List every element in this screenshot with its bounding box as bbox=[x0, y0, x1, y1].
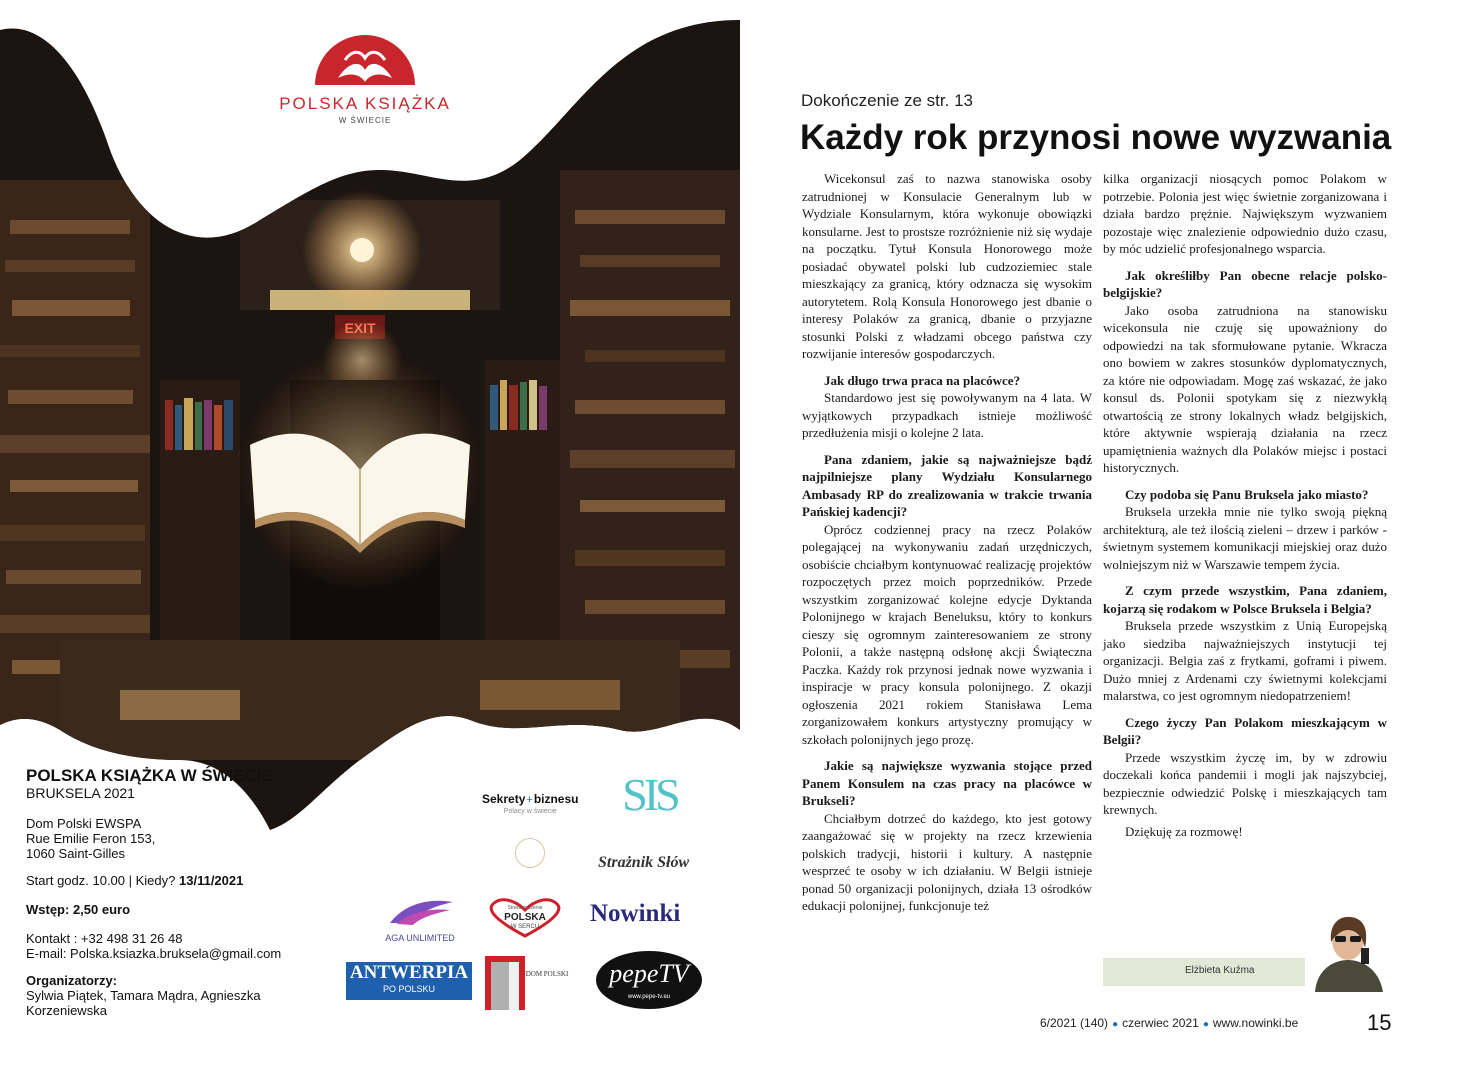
sponsor-polska-w-sercu bbox=[482, 898, 567, 943]
sponsor-sekrety-tagline: Polacy w świecie bbox=[503, 808, 557, 815]
event-venue: Dom Polski EWSPA bbox=[26, 816, 142, 831]
interview-answer: Oprócz codziennej pracy na rzecz Polaków polegającej na wykonywaniu zadań urzędniczych, osobiście chciałbym kontynuować realizację projektów rozpoczętych przez moich poprzedników. Przede wszystkim zorganizować kolejne edycje Dyktanda Polonijnego w krajach Beneluksu, który to konkurs cieszy się ogromnym zainteresowaniem ze strony Polonii, a także następną odsłonę akcji Świąteczna Paczka. Każdy rok przynosi jednak nowe wyzwania i inspiracje w pracy konsula polonijnego. Z okazji ogłoszenia 2021 rokiem Stanisława Lema zorganizowałem konkurs artystyczny promujący w szkołach polonijnych jego prozę. bbox=[802, 521, 1092, 747]
event-email: E-mail: Polska.ksiazka.bruksela@gmail.com bbox=[26, 946, 282, 961]
heart-icon bbox=[485, 898, 565, 938]
sponsor-nowinki: Nowinki bbox=[590, 900, 681, 927]
event-start-time: Start godz. 10.00 | Kiedy? bbox=[26, 873, 176, 888]
sponsor-polska-sercu-sub: W SERCU bbox=[510, 924, 539, 930]
paragraph-continuation: kilka organizacji niosących pomoc Polakom w potrzebie. Polonia jest więc świetnie zorganizowana i działa bardzo prężnie. Największym wyzwaniem pozostaje więc znalezienie odpowiednio dużo czasu, by móc udzielić profesjonalnego wsparcia. bbox=[1103, 171, 1387, 256]
sponsor-aga-text: AGA UNLIMITED bbox=[385, 933, 455, 943]
sponsor-pepe-tv bbox=[596, 951, 702, 1009]
page-footer bbox=[1040, 1016, 1298, 1030]
interview-answer: Przede wszystkim życzę im, by w zdrowiu doczekali końca pandemii i mogli jak najszybciej, bezpiecznie odwiedzić Polskę i mieszkających tam krewnych. bbox=[1103, 749, 1387, 817]
interview-answer: Bruksela przede wszystkim z Unią Europejską jako siedziba najważniejszych instytucji tej organizacji. Belgia zaś z frytkami, goframi i piwem. Dużo mniej z Ardenami czy świetnymi kolekcjami malarstwa, co jest ogromnym niedopatrzeniem! bbox=[1103, 618, 1387, 703]
interview-question: Jak określiłby Pan obecne relacje polsko-belgijskie? bbox=[1103, 267, 1387, 300]
logo-title: POLSKA KSIĄŻKA bbox=[279, 94, 451, 113]
organizers-label: Organizatorzy: bbox=[26, 973, 118, 988]
plus-icon: + bbox=[526, 794, 533, 806]
sponsor-antwerpia bbox=[346, 962, 472, 1000]
article-column-1 bbox=[802, 170, 1092, 924]
paragraph: Wicekonsul zaś to nazwa stanowiska osoby zatrudnionej w Konsulacie Generalnym lub w Wydziale Konsularnym, która wykonuje obowiązki konsularne. Jest to prostsze rozróżnienie niż się wydaje na początku. Tytuł Konsula Honorowego może posiadać obywatel polski lub cudzoziemiec stale mieszkający za granicą, który odznacza się wysokim autorytetem. Rolą Konsula Honorowego jest dbanie o interesy Polaków za granicą, dbanie o przyjazne stosunki Polski z władzami obcego państwa czy rozwijanie interesów gospodarczych. bbox=[802, 171, 1092, 361]
closing-thanks: Dziękuję za rozmowę! bbox=[1125, 823, 1243, 839]
event-start bbox=[26, 873, 326, 888]
sponsor-sekrety-text: Sekrety bbox=[482, 792, 526, 806]
website-url: www.nowinki.be bbox=[1212, 1016, 1299, 1030]
interview-answer: Bruksela urzekła mnie nie tylko swoją piękną architekturą, ale też ilością zieleni – drzew i parków - świetnym systemem komunikacji miejskiej oraz dużo wolniejszym niż w Warszawie tempem życia. bbox=[1103, 504, 1387, 572]
organizers-list: Sylwia Piątek, Tamara Mądra, Agnieszka Korzeniewska bbox=[26, 988, 261, 1018]
event-postal: 1060 Saint-Gilles bbox=[26, 846, 125, 861]
sponsor-polska-sercu-main: POLSKA bbox=[503, 912, 546, 923]
interview-question: Czy podoba się Panu Bruksela jako miasto? bbox=[1125, 486, 1369, 502]
issue-number: 6/2021 (140) bbox=[1040, 1016, 1109, 1030]
sponsor-sis bbox=[612, 768, 687, 821]
interview-question: Z czym przede wszystkim, Pana zdaniem, kojarzą się rodakom w Polsce Bruksela i Belgia? bbox=[1103, 583, 1387, 616]
interview-answer: Standardowo jest się powoływanym na 4 lata. W wyjątkowych przypadkach istnieje możliwość przedłużenia misji o kolejne 2 lata. bbox=[802, 390, 1092, 440]
sponsor-biznesu-text: biznesu bbox=[533, 792, 579, 806]
event-title: POLSKA KSIĄŻKA W ŚWIECIE bbox=[26, 766, 274, 785]
sponsor-antwerpia-sub: PO POLSKU bbox=[382, 984, 436, 994]
interview-answer: Chciałbym dotrzeć do każdego, kto jest gotowy zaangażować się w projekty na rzecz krzewienia polskich tradycji, historii i kultury. A następnie wesprzeć te osoby w ich działaniu. W Belgii istnieje ponad 50 organizacji polonijnych, działa 13 ośrodków edukacji polonijnej, funkcjonuje też bbox=[802, 810, 1092, 913]
event-details bbox=[26, 766, 326, 1018]
event-phone: Kontakt : +32 498 31 26 48 bbox=[26, 931, 183, 946]
wing-icon bbox=[385, 898, 455, 928]
article-column-2 bbox=[1103, 170, 1387, 849]
interview-answer: Jako osoba zatrudniona na stanowisku wicekonsula nie czuję się upoważniony do odpowiedzi na tak sformułowane pytanie. Wkracza ono bowiem w zakres stosunków dyplomatycznych, za które nie odpowiadam. Mogę zaś wskazać, że jako konsul ds. Polonii spotykam się z niezwykłą otwartością ze strony lokalnych władz belgijskich, które aktywnie wspierają działania na rzecz upamiętnienia ważnych dla Polaków miejsc i postaci historycznych. bbox=[1103, 302, 1387, 475]
sponsor-pepe-url: www.pepe-tv.eu bbox=[627, 994, 671, 1000]
bullet-icon: ● bbox=[1112, 1019, 1119, 1030]
issue-month: czerwiec 2021 bbox=[1122, 1016, 1199, 1030]
sponsor-circle-logo bbox=[515, 838, 545, 868]
event-fee: Wstęp: 2,50 euro bbox=[26, 902, 131, 917]
interview-question: Jakie są największe wyzwania stojące przed Panem Konsulem na czas pracy na placówce w Brukseli? bbox=[802, 758, 1092, 808]
sponsor-aga-unlimited bbox=[380, 898, 460, 943]
sponsor-antwerpia-main: ANTWERPIA bbox=[349, 962, 469, 983]
sponsor-straznik-slow: Strażnik Słów bbox=[598, 854, 690, 871]
logo-subtitle: W ŚWIECIE bbox=[338, 116, 392, 125]
article-headline: Każdy rok przynosi nowe wyzwania bbox=[800, 118, 1392, 157]
book-dome-icon bbox=[310, 20, 420, 90]
door-icon bbox=[483, 952, 573, 1012]
event-date: 13/11/2021 bbox=[179, 873, 244, 888]
interview-question: Pana zdaniem, jakie są najważniejsze bądź najpilniejsze plany Wydziału Konsularnego Ambasady RP do zrealizowania w trakcie trwania Pańskiej kadencji? bbox=[802, 451, 1092, 519]
author-photo bbox=[1305, 908, 1391, 992]
sponsor-sekrety-biznesu bbox=[482, 790, 578, 815]
interview-question: Jak długo trwa praca na placówce? bbox=[824, 372, 1021, 388]
sponsor-polska-sercu-top: Stowarzyszenie bbox=[506, 905, 543, 911]
sponsor-sis-text: SIS bbox=[622, 769, 677, 820]
event-city: BRUKSELA 2021 bbox=[26, 785, 135, 801]
author-name: Elżbieta Kuźma bbox=[1185, 965, 1255, 976]
event-street: Rue Emilie Feron 153, bbox=[26, 831, 156, 846]
interview-question: Czego życzy Pan Polakom mieszkającym w Belgii? bbox=[1103, 714, 1387, 747]
sponsor-dom-polski bbox=[483, 952, 573, 1012]
event-contact bbox=[26, 931, 326, 961]
sponsor-pepe-text: pepeTV bbox=[609, 959, 689, 988]
page-number: 15 bbox=[1367, 1010, 1392, 1035]
polska-ksiazka-logo bbox=[270, 20, 460, 125]
article-page bbox=[740, 0, 1461, 1081]
event-address bbox=[26, 816, 326, 861]
sponsor-dom-polski-text: DOM POLSKI bbox=[525, 970, 569, 978]
bullet-icon: ● bbox=[1202, 1019, 1209, 1030]
continuation-kicker: Dokończenie ze str. 13 bbox=[801, 91, 973, 110]
